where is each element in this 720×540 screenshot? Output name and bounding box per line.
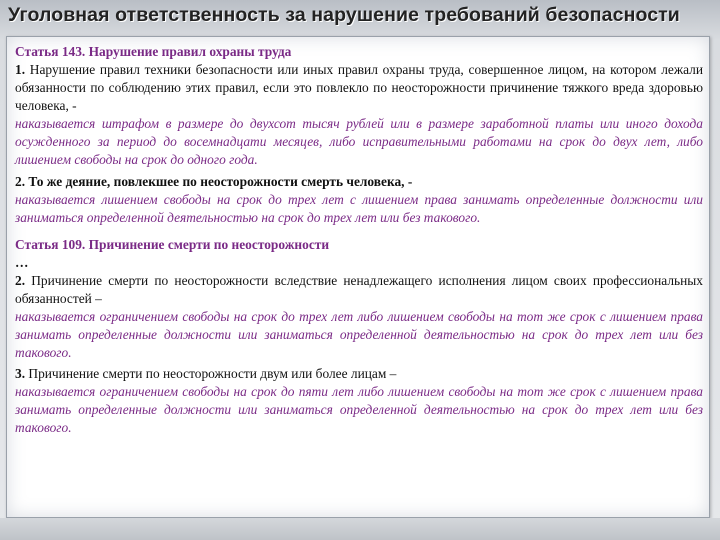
content-body bbox=[15, 43, 703, 437]
article-143-part-1-penalty: наказывается штрафом в размере до двухсот тысяч рублей или в размере заработной платы или иного дохода осужденного за период до восемнадцати месяцев, либо исправительными работами на срок до двух лет, либо лишением свободы на срок до одного года. bbox=[15, 116, 703, 167]
article-109-part-3-penalty: наказывается ограничением свободы на срок до пяти лет либо лишением свободы на тот же срок с лишением права занимать определенные должности или заниматься определенной деятельностью на срок до трех лет или без такового. bbox=[15, 384, 703, 435]
article-109-part-2-text bbox=[15, 272, 703, 308]
part-text: Нарушение правил техники безопасности или иных правил охраны труда, совершенное лицом, на котором лежали обязанности по соблюдению этих правил, если это повлекло по неосторожности причинение тяжкого вреда здоровью человека, - bbox=[15, 62, 703, 113]
part-text: Причинение смерти по неосторожности вследствие ненадлежащего исполнения лицом своих профессиональных обязанностей – bbox=[15, 273, 703, 306]
part-number: 1. bbox=[15, 62, 26, 77]
part-text: То же деяние, повлекшее по неосторожности смерть человека, - bbox=[25, 174, 413, 189]
slide-title: Уголовная ответственность за нарушение требований безопасности bbox=[8, 4, 680, 26]
article-143-heading: Статья 143. Нарушение правил охраны труда bbox=[15, 44, 292, 59]
content-panel bbox=[6, 36, 710, 518]
bottom-bar bbox=[0, 518, 720, 540]
article-143-part-1-text bbox=[15, 61, 703, 115]
article-109-ellipsis: … bbox=[15, 255, 29, 270]
article-143-part-2-text bbox=[15, 173, 703, 191]
article-109-heading: Статья 109. Причинение смерти по неосторожности bbox=[15, 237, 330, 252]
article-109-part-2-penalty: наказывается ограничением свободы на срок до трех лет либо лишением свободы на тот же срок с лишением права занимать определенные должности или заниматься определенной деятельностью на срок до трех лет или без такового. bbox=[15, 309, 703, 360]
part-number: 2. bbox=[15, 174, 26, 189]
part-text: Причинение смерти по неосторожности двум или более лицам – bbox=[25, 366, 397, 381]
part-number: 3. bbox=[15, 366, 26, 381]
divider-space bbox=[15, 227, 703, 236]
article-109-part-3-text bbox=[15, 365, 703, 383]
part-number: 2. bbox=[15, 273, 26, 288]
article-143-part-2-penalty: наказывается лишением свободы на срок до трех лет с лишением права занимать определенные должности или заниматься определенной деятельностью на срок до трех лет или без такового. bbox=[15, 192, 703, 225]
